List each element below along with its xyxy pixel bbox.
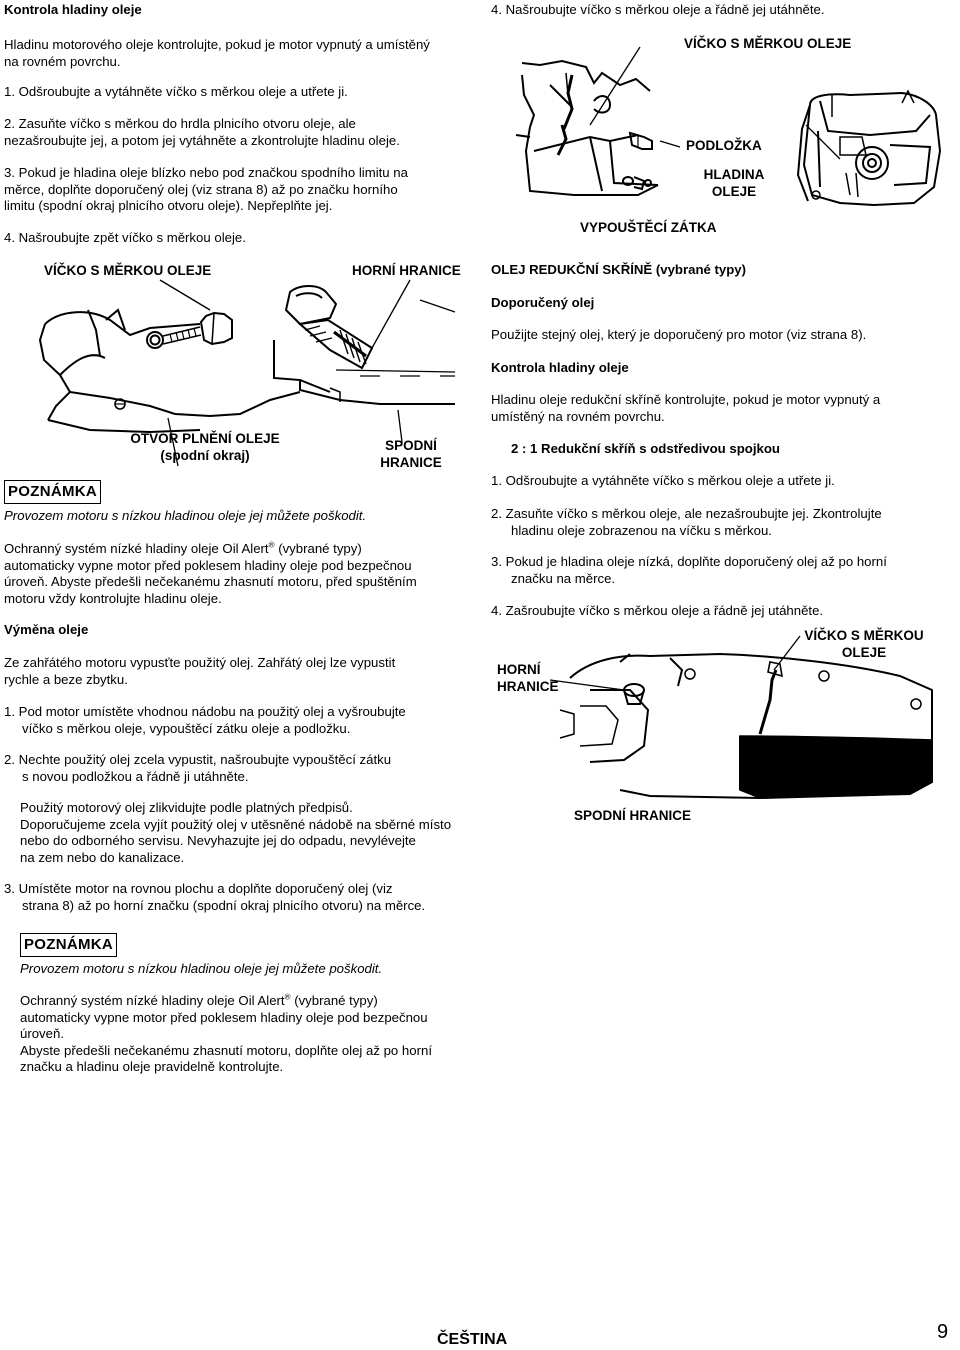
registered-mark: ® (268, 540, 275, 550)
registered-mark-2: ® (284, 992, 291, 1002)
recommended-oil-title: Doporučený olej (491, 295, 595, 310)
fig1-label-drain-plug: VYPOUŠTĚCÍ ZÁTKA (580, 220, 717, 235)
fig1-label-oil-level: HLADINA OLEJE (703, 167, 765, 199)
gearbox-illustration (560, 650, 940, 800)
change-step-1: 1. Pod motor umístěte vhodnou nádobu na použitý olej a vyšroubujte víčko s měrkou oleje, vypouštěcí zátku oleje a podložku. (4, 704, 406, 736)
recommended-oil-text: Použijte stejný olej, který je doporučený pro motor (viz strana 8). (491, 327, 867, 342)
oil-change-intro: Ze zahřátého motoru vypusťte použitý olej. Zahřátý olej lze vypustit rychle a beze zbytku. (4, 655, 396, 687)
fig1-label-dipstick: VÍČKO S MĚRKOU OLEJE (684, 36, 852, 51)
fig2-label-upper: HORNÍ HRANICE (497, 662, 559, 694)
step-2: 2. Zasuňte víčko s měrkou do hrdla plnicího otvoru oleje, ale nezašroubujte jej, a potom jej vytáhněte a zkontrolujte hladinu oleje. (4, 116, 400, 148)
gearbox-check-title: Kontrola hladiny oleje (491, 360, 629, 375)
gearbox-step-2: 2. Zasuňte víčko s měrkou oleje, ale nezašroubujte jej. Zkontrolujte hladinu oleje zobrazenou na víčku s měrkou. (491, 506, 882, 538)
gearbox-step-4: 4. Zašroubujte víčko s měrkou oleje a řádně jej utáhněte. (491, 603, 824, 618)
note-text-2: Provozem motoru s nízkou hladinou oleje jej můžete poškodit. (20, 961, 383, 976)
oil-alert-paragraph-2: Ochranný systém nízké hladiny oleje Oil Alert® (vybrané typy) automaticky vypne motor před poklesem hladiny oleje pod bezpečnou úroveň. Abyste předešli nečekanému zhasnutí motoru, doplňte olej až po horní značku a hladinu oleje pravidelně kontrolujte. (20, 992, 432, 1074)
dipstick-illustration (0, 280, 460, 440)
right-step-4: 4. Našroubujte víčko s měrkou oleje a řádně jej utáhněte. (491, 2, 825, 17)
note-badge-1: POZNÁMKA (4, 480, 101, 504)
fig-label-upper-limit: HORNÍ HRANICE (352, 263, 461, 278)
reduction-subhead: 2 : 1 Redukční skříň s odstředivou spojkou (511, 441, 780, 456)
note-text-1: Provozem motoru s nízkou hladinou oleje jej můžete poškodit. (4, 508, 367, 523)
note-badge-2: POZNÁMKA (20, 933, 117, 957)
gearbox-check-text: Hladinu oleje redukční skříně kontrolujte, pokud je motor vypnutý a umístěný na rovném povrchu. (491, 392, 881, 424)
change-step-3: 3. Umístěte motor na rovnou plochu a doplňte doporučený olej (viz strana 8) až po horní značku (spodní okraj plnicího otvoru) na měrce. (4, 881, 426, 913)
oil-alert-paragraph-1: Ochranný systém nízké hladiny oleje Oil Alert® (vybrané typy) automaticky vypne motor před poklesem hladiny oleje pod bezpečnou úroveň. Abyste předešli nečekanému zhasnutí motoru, před spuštěním motoru vždy kontrolujte hladinu oleje. (4, 540, 417, 606)
step-1: 1. Odšroubujte a vytáhněte víčko s měrkou oleje a utřete ji. (4, 84, 348, 99)
gearbox-title: OLEJ REDUKČNÍ SKŘÍNĚ (vybrané typy) (491, 262, 747, 277)
step-4: 4. Našroubujte zpět víčko s měrkou oleje. (4, 230, 246, 245)
change-step-2: 2. Nechte použitý olej zcela vypustit, našroubujte vypouštěcí zátku s novou podložkou a řádně ji utáhněte. (4, 752, 392, 784)
fig-label-dipstick: VÍČKO S MĚRKOU OLEJE (44, 263, 212, 278)
disposal-paragraph: Použitý motorový olej zlikvidujte podle platných předpisů. Doporučujeme zcela vyjít použitý olej v utěsněné nádobě na sběrné místo nebo do odborného servisu. Nevyhazujte jej do odpadu, nevylévejte na zem nebo do kanalizace. (20, 800, 452, 865)
fig-label-lower-limit: SPODNÍ HRANICE (380, 438, 442, 470)
left-title: Kontrola hladiny oleje (4, 2, 142, 17)
page-number: 9 (937, 1321, 949, 1343)
oil-change-title: Výměna oleje (4, 622, 89, 637)
fig2-label-dipstick: VÍČKO S MĚRKOU OLEJE (804, 628, 924, 660)
fig1-label-washer: PODLOŽKA (686, 138, 762, 153)
step-3: 3. Pokud je hladina oleje blízko nebo pod značkou spodního limitu na měrce, doplňte doporučený olej (viz strana 8) až po značku horního limitu (spodní okraj plnicího otvoru oleje). Nepřeplňte jej. (4, 165, 408, 213)
left-intro: Hladinu motorového oleje kontrolujte, pokud je motor vypnutý a umístěný na rovném povrchu. (4, 37, 430, 69)
gearbox-step-1: 1. Odšroubujte a vytáhněte víčko s měrkou oleje a utřete ji. (491, 473, 835, 488)
footer-language: ČEŠTINA (437, 1331, 508, 1348)
fig2-label-lower: SPODNÍ HRANICE (574, 808, 692, 823)
fig-label-filler-opening: OTVOR PLNĚNÍ OLEJE (spodní okraj) (130, 431, 280, 463)
gearbox-step-3: 3. Pokud je hladina oleje nízká, doplňte doporučený olej až po horní značku na měrce. (491, 554, 887, 586)
